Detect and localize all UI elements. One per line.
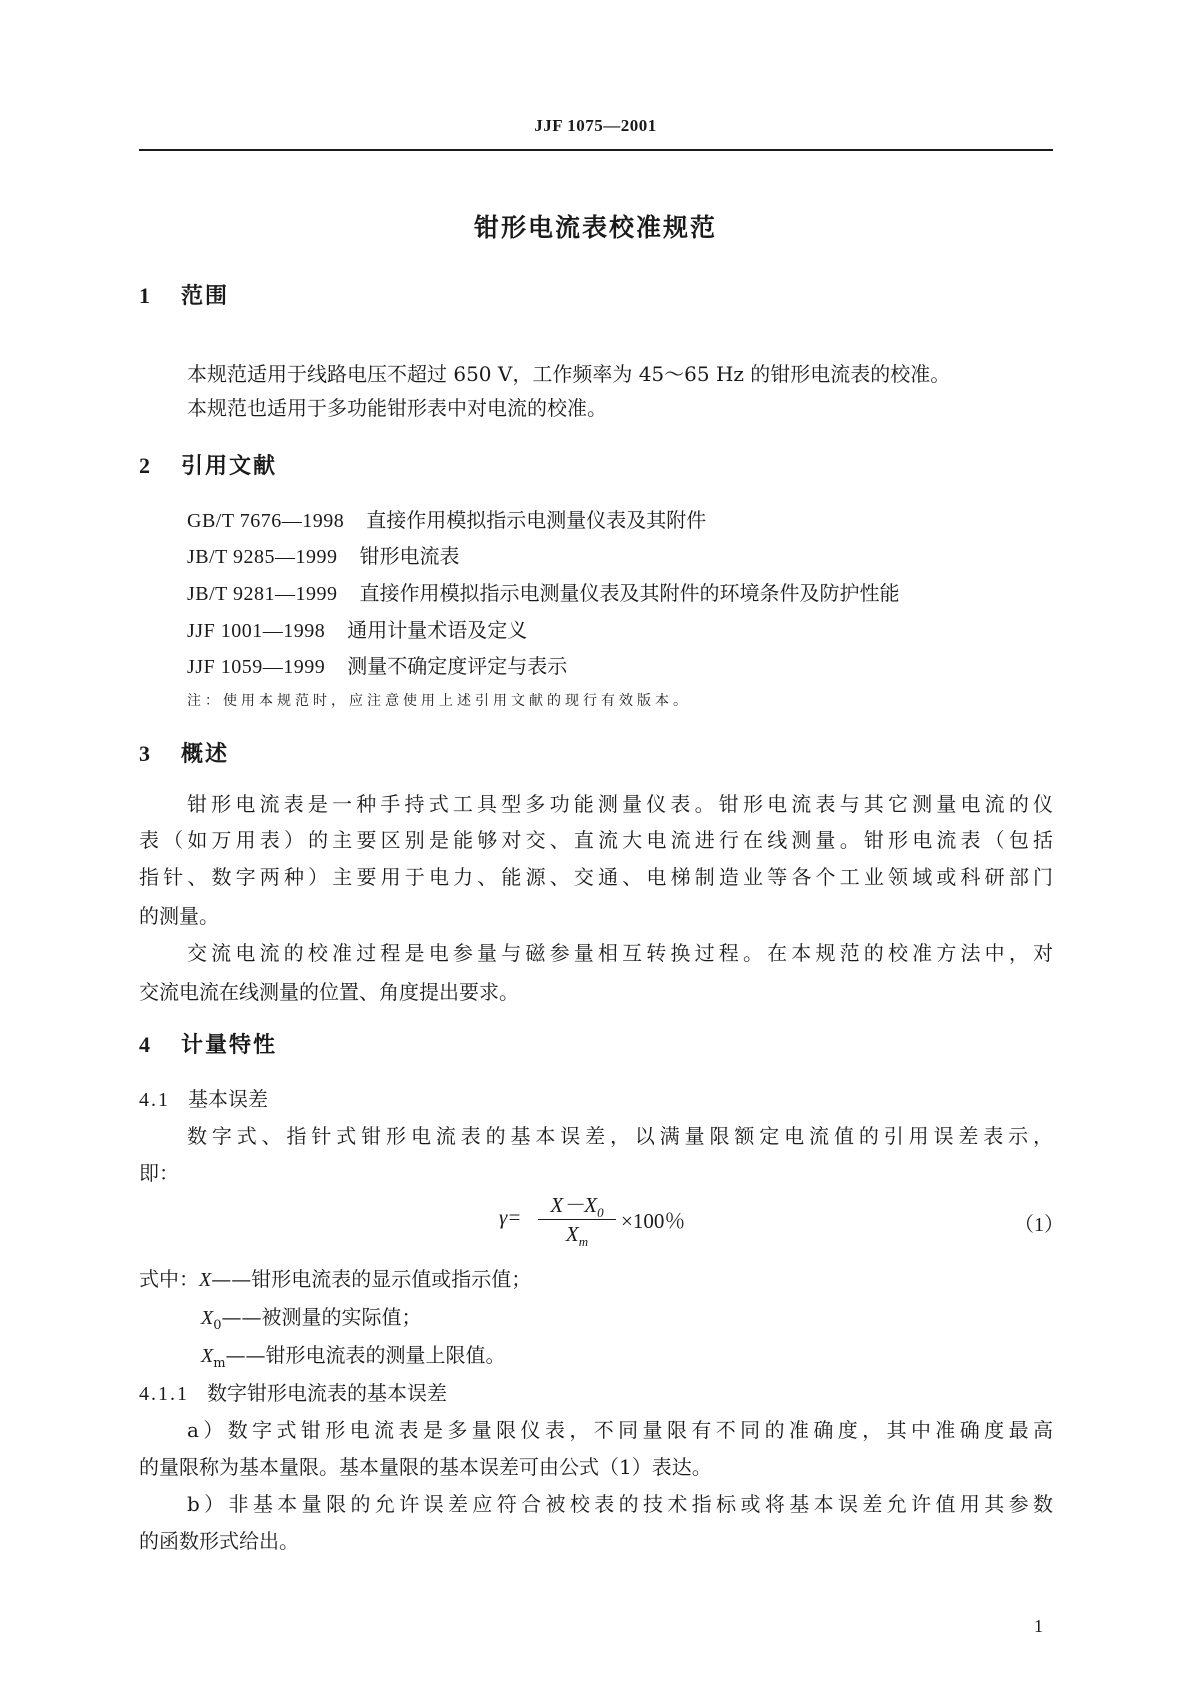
section-number: 3 [139, 741, 150, 766]
reference-item [187, 504, 706, 533]
reference-code: JB/T 9285—1999 [187, 546, 338, 568]
reference-name: 通用计量术语及定义 [347, 618, 528, 642]
section-title: 概述 [181, 742, 230, 767]
variable-subscript: 0 [213, 1318, 222, 1333]
reference-code: GB/T 7676—1998 [187, 510, 345, 532]
paragraph-line: b）非基本量限的允许误差应符合被校表的技术指标或将基本误差允许值用其参数 [187, 1492, 1053, 1516]
variable-subscript: m [213, 1356, 226, 1371]
variable-symbol: X [201, 1307, 214, 1329]
formula-variable-definition [201, 1339, 506, 1371]
paragraph-line: 本规范也适用于多功能钳形表中对电流的校准。 [187, 396, 607, 420]
reference-code: JB/T 9281—1999 [187, 583, 338, 605]
variable-description: ——被测量的实际值； [221, 1305, 422, 1329]
paragraph-line: 的函数形式给出。 [139, 1529, 299, 1553]
subsection-title: 数字钳形电流表的基本误差 [207, 1381, 447, 1405]
section-4-heading [139, 1028, 277, 1059]
paragraph-line: 交流电流的校准过程是电参量与磁参量相互转换过程。在本规范的校准方法中，对 [187, 941, 1053, 965]
section-1-heading [139, 279, 229, 310]
subsection-title: 基本误差 [188, 1087, 268, 1111]
formula-lhs: γ= [499, 1205, 522, 1229]
variable-symbol: X [199, 1269, 212, 1291]
reference-name: 测量不确定度评定与表示 [347, 654, 568, 678]
variable-description: ——钳形电流表的测量上限值。 [225, 1343, 506, 1367]
page-number: 1 [1034, 1616, 1043, 1636]
section-title: 引用文献 [181, 454, 278, 479]
standard-code-header: JJF 1075—2001 [534, 116, 657, 135]
paragraph-line: 的量限称为基本量限。基本量限的基本误差可由公式（1）表达。 [139, 1455, 712, 1479]
formula-fraction [538, 1189, 616, 1250]
reference-item [187, 614, 527, 643]
numerator-text: X－X [550, 1193, 598, 1217]
reference-name: 钳形电流表 [359, 544, 460, 568]
reference-item [187, 577, 900, 606]
equation-number: （1） [1014, 1214, 1064, 1236]
denominator-text: X [565, 1222, 579, 1246]
section-number: 4 [139, 1032, 150, 1057]
header-rule [139, 149, 1053, 151]
reference-item [187, 540, 460, 569]
section-title: 范围 [181, 284, 230, 309]
reference-name: 直接作用模拟指示电测量仪表及其附件的环境条件及防护性能 [359, 581, 900, 605]
paragraph-line: 钳形电流表是一种手持式工具型多功能测量仪表。钳形电流表与其它测量电流的仪 [187, 792, 1053, 816]
variable-symbol: X [201, 1345, 214, 1367]
subsection-4-1-heading [139, 1083, 268, 1112]
section-2-heading [139, 449, 277, 480]
numerator-subscript: 0 [597, 1205, 604, 1221]
reference-item [187, 650, 567, 679]
formula-rhs: ×100％ [621, 1209, 686, 1233]
paragraph-line: 的测量。 [139, 904, 219, 928]
formula-numerator [538, 1189, 616, 1221]
paragraph-line: 表（如万用表）的主要区别是能够对交、直流大电流进行在线测量。钳形电流表（包括 [139, 828, 1053, 852]
variable-description: ——钳形电流表的显示值或指示值； [211, 1267, 532, 1291]
subsection-4-1-1-heading [139, 1377, 447, 1406]
subsection-number: 4.1 [139, 1089, 170, 1111]
paragraph-line: 指针、数字两种）主要用于电力、能源、交通、电梯制造业等各个工业领域或科研部门 [139, 865, 1053, 889]
section-number: 1 [139, 283, 150, 308]
paragraph-line: a）数字式钳形电流表是多量限仪表，不同量限有不同的准确度，其中准确度最高 [187, 1418, 1053, 1442]
section-number: 2 [139, 453, 150, 478]
denominator-subscript: m [578, 1234, 589, 1250]
formula-variable-definition [139, 1263, 531, 1292]
fraction-bar [538, 1219, 616, 1220]
where-prefix: 式中： [139, 1267, 199, 1291]
subsection-number: 4.1.1 [139, 1383, 189, 1405]
paragraph-line: 数字式、指针式钳形电流表的基本误差，以满量限额定电流值的引用误差表示， [187, 1124, 1053, 1148]
reference-code: JJF 1001—1998 [187, 620, 326, 642]
reference-name: 直接作用模拟指示电测量仪表及其附件 [366, 508, 707, 532]
paragraph-line: 本规范适用于线路电压不超过 650 V，工作频率为 45～65 Hz 的钳形电流表的校准。 [187, 362, 951, 386]
section-3-heading [139, 737, 229, 768]
paragraph-line: 即： [139, 1161, 179, 1185]
reference-code: JJF 1059—1999 [187, 656, 326, 678]
references-note: 注：使用本规范时，应注意使用上述引用文献的现行有效版本。 [187, 693, 691, 709]
paragraph-line: 交流电流在线测量的位置、角度提出要求。 [139, 980, 519, 1004]
formula-variable-definition [201, 1301, 422, 1333]
section-title: 计量特性 [181, 1033, 278, 1058]
document-title: 钳形电流表校准规范 [473, 213, 717, 242]
formula-denominator [538, 1222, 616, 1250]
